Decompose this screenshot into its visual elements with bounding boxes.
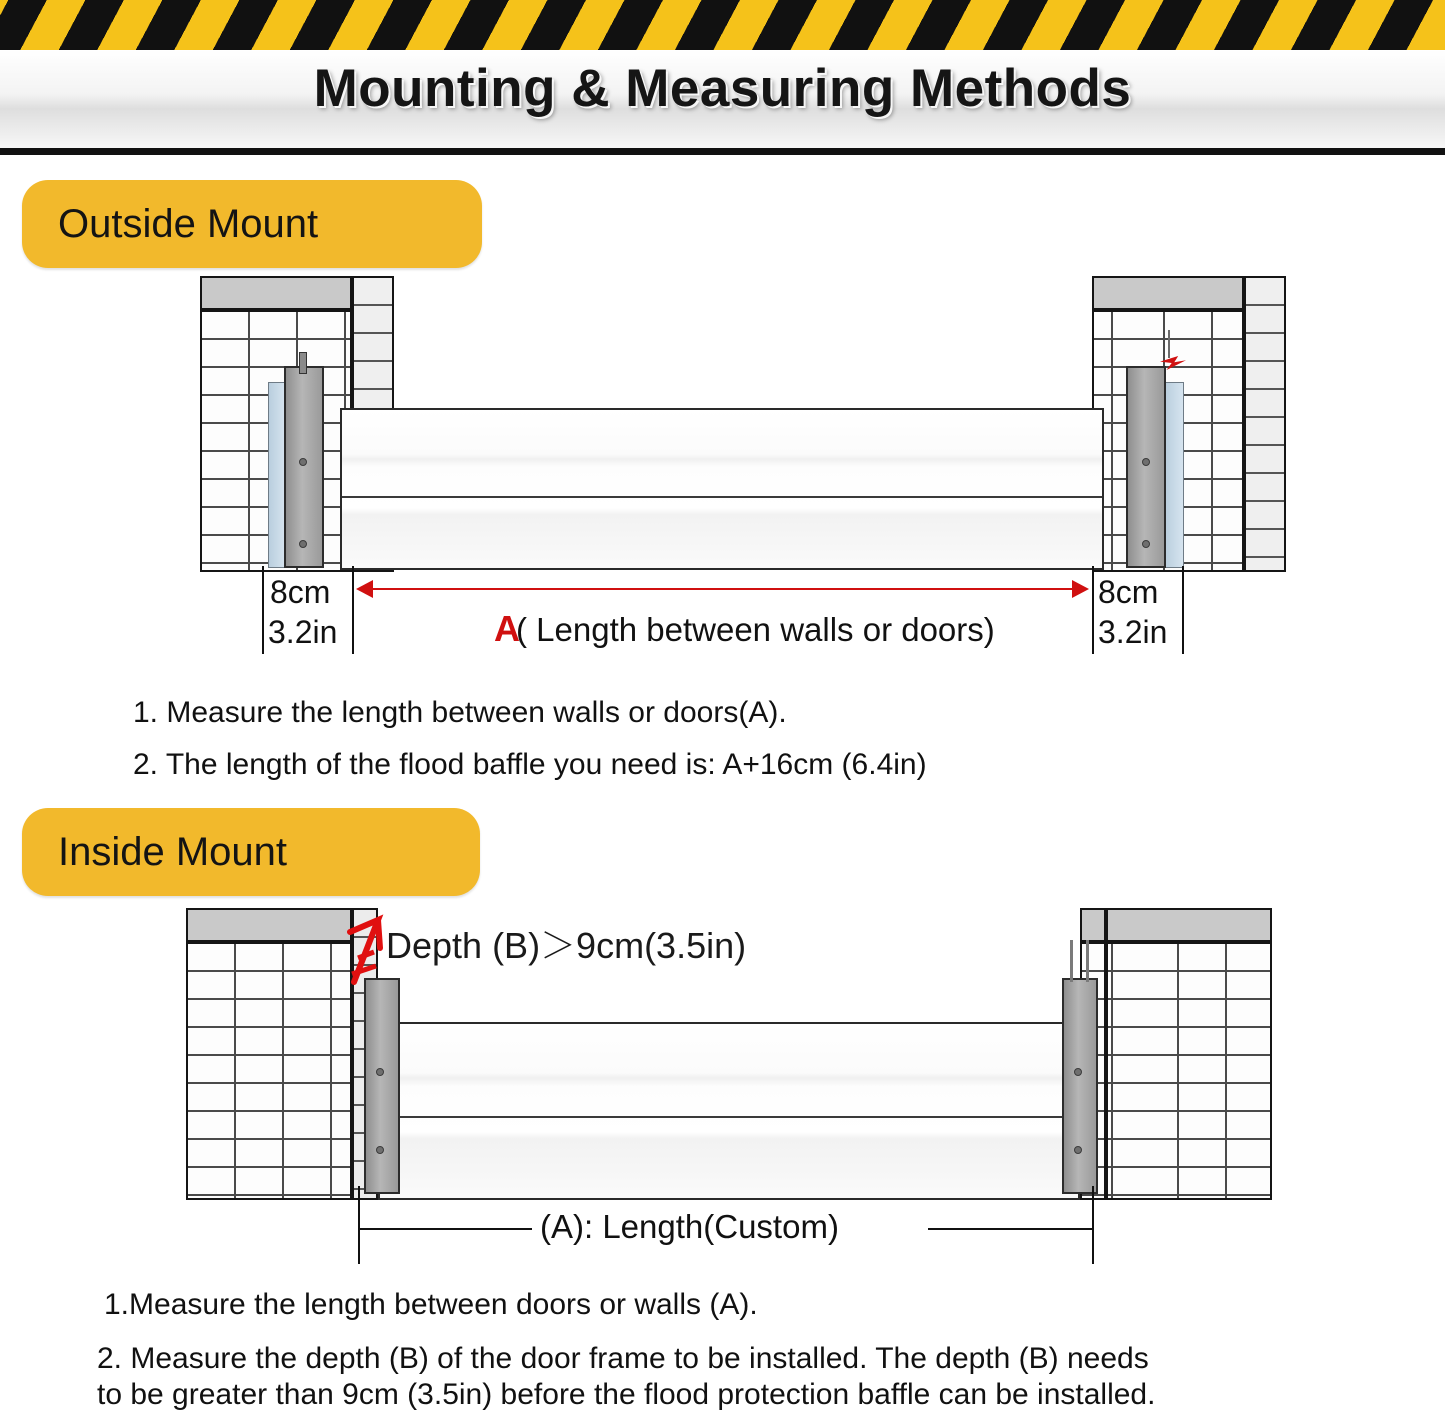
pillar-cap <box>186 908 352 942</box>
dimension-tick-left-outer <box>262 566 264 654</box>
dimension-tick-right-inside <box>1092 1186 1094 1264</box>
dimension-arrow-right <box>1072 580 1089 598</box>
dimension-a-symbol: A <box>494 608 520 649</box>
pillar-brick-face <box>186 942 352 1200</box>
dimension-right-in: 3.2in <box>1098 614 1168 650</box>
pillar-side-right-outside <box>1244 276 1286 572</box>
seal-gasket-right-outside <box>1164 382 1184 568</box>
brick-pillar-left-inside <box>186 908 352 1200</box>
screw-icon <box>299 540 307 548</box>
dimension-left-in: 3.2in <box>268 614 338 650</box>
dimension-line-right-inside <box>928 1228 1092 1230</box>
pillar-cap <box>1106 908 1272 942</box>
page-header <box>0 0 1445 160</box>
inside-step-1: 1.Measure the length between doors or walls (A). <box>104 1288 758 1321</box>
screw-icon <box>1142 458 1150 466</box>
screw-icon <box>1074 1068 1082 1076</box>
mount-bracket-left-outside <box>284 366 324 568</box>
dimension-tick-left-inner <box>352 566 354 654</box>
dimension-right-cm: 8cm <box>1098 574 1159 610</box>
dimension-arrow-left <box>356 580 373 598</box>
screw-icon <box>1142 540 1150 548</box>
section-pill-inside-mount <box>22 808 480 896</box>
pillar-brick-face <box>1106 942 1272 1200</box>
mount-bracket-left-inside <box>364 978 400 1194</box>
dimension-tick-right-inner <box>1092 566 1094 654</box>
inside-step-2-line2: to be greater than 9cm (3.5in) before the flood protection baffle can be installed. <box>97 1378 1156 1411</box>
mount-bracket-right-inside <box>1062 978 1098 1194</box>
dimension-line-left-inside <box>360 1228 532 1230</box>
screw-icon <box>376 1068 384 1076</box>
screw-icon <box>1074 1146 1082 1154</box>
pillar-cap <box>200 276 352 310</box>
dimension-tick-left-inside <box>358 1186 360 1264</box>
outside-step-2: 2. The length of the flood baffle you need is: A+16cm (6.4in) <box>133 748 927 781</box>
baffle-seam <box>342 496 1102 498</box>
baffle-seam <box>380 1116 1078 1118</box>
bolt-icon <box>1086 940 1089 982</box>
page-title: Mounting & Measuring Methods <box>313 59 1132 118</box>
brick-pillar-right-inside <box>1106 908 1272 1200</box>
bolt-icon <box>1168 330 1170 358</box>
inside-step-2-line1: 2. Measure the depth (B) of the door frame to be installed. The depth (B) needs <box>97 1342 1149 1375</box>
section-pill-inside-mount-label: Inside Mount <box>58 829 288 874</box>
dimension-a-caption: ( Length between walls or doors) <box>516 611 995 648</box>
screw-icon <box>376 1146 384 1154</box>
flood-baffle-panel-inside <box>378 1022 1080 1200</box>
inside-length-caption: (A): Length(Custom) <box>540 1208 839 1245</box>
outside-step-1: 1. Measure the length between walls or doors(A). <box>133 696 787 729</box>
section-pill-outside-mount-label: Outside Mount <box>58 201 319 246</box>
dimension-line-a <box>368 588 1076 590</box>
pillar-cap <box>1080 908 1106 942</box>
dimension-tick-right-outer <box>1182 566 1184 654</box>
screw-icon <box>299 458 307 466</box>
bolt-icon <box>299 352 307 374</box>
depth-requirement-note: Depth (B)＞9cm(3.5in) <box>386 925 747 966</box>
bolt-icon <box>1070 940 1073 982</box>
hazard-stripe-icon <box>0 0 1445 53</box>
pillar-cap <box>1092 276 1244 310</box>
section-pill-outside-mount <box>22 180 482 268</box>
dimension-left-cm: 8cm <box>270 574 331 610</box>
mount-bracket-right-outside <box>1126 366 1166 568</box>
flood-baffle-panel-outside <box>340 408 1104 570</box>
